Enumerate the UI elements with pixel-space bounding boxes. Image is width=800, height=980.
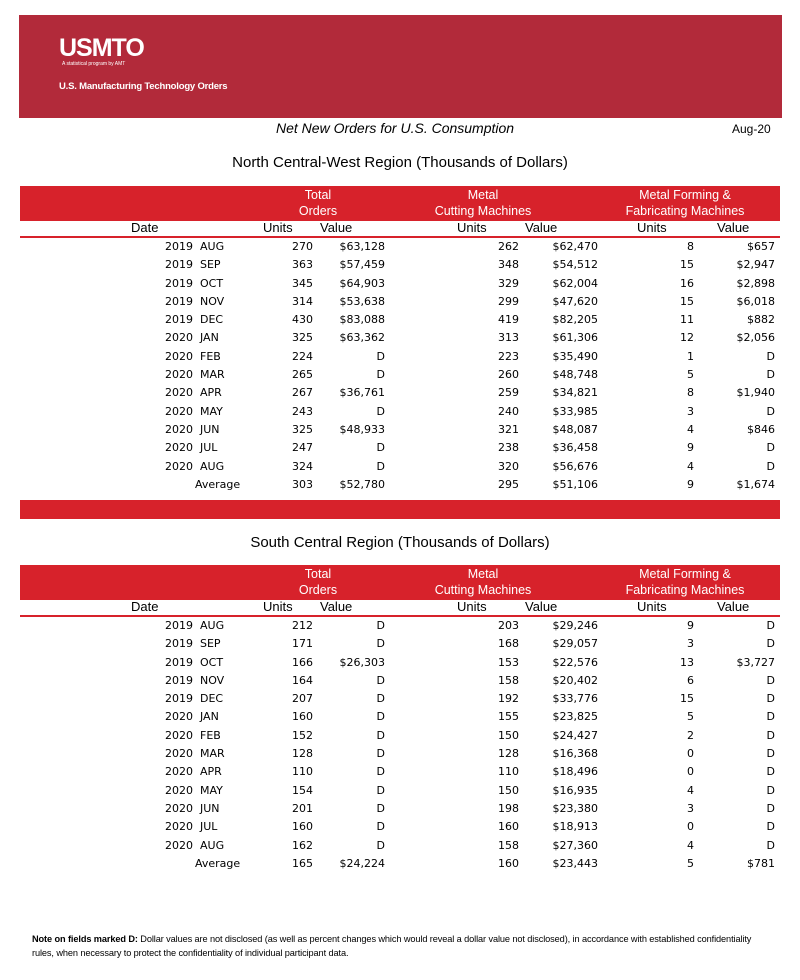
table-row: 2019 SEP 171 D 168 $29,057 3 D (165, 637, 775, 651)
table-row: 2020 MAR 128 D 128 $16,368 0 D (165, 747, 775, 761)
section-separator-band (20, 500, 780, 519)
table-header-band (20, 186, 780, 221)
table-row: 2020 AUG 324 D 320 $56,676 4 D (165, 459, 775, 473)
table-row: 2020 AUG 162 D 158 $27,360 4 D (165, 838, 775, 852)
table-row: 2019 DEC 207 D 192 $33,776 15 D (165, 692, 775, 706)
average-row: Average 303 $52,780 295 $51,106 9 $1,674 (195, 477, 775, 491)
header-metal-cutting: Metal Cutting Machines (434, 567, 532, 597)
average-row: Average 165 $24,224 160 $23,443 5 $781 (195, 856, 775, 870)
region-title-north-central-west: North Central-West Region (Thousands of Dollars) (232, 154, 568, 171)
report-date: Aug-20 (732, 122, 771, 136)
col-units-total: Units (263, 599, 293, 614)
table-row: 2019 NOV 164 D 158 $20,402 6 D (165, 673, 775, 687)
col-value-forming: Value (717, 599, 750, 614)
table-row: 2020 MAY 243 D 240 $33,985 3 D (165, 404, 775, 418)
col-value-total: Value (320, 220, 353, 235)
column-header-row (20, 599, 780, 615)
table-row: 2020 JUL 160 D 160 $18,913 0 D (165, 820, 775, 834)
table-row: 2019 NOV 314 $53,638 299 $47,620 15 $6,018 (165, 294, 775, 308)
usmto-logo (59, 35, 144, 68)
header-metal-forming: Metal Forming & Fabricating Machines (625, 188, 745, 218)
header-metal-cutting: Metal Cutting Machines (434, 188, 532, 218)
logo-subtitle: A statistical program by AMT (62, 61, 126, 67)
col-units-cutting: Units (457, 220, 487, 235)
table-row: 2020 JAN 325 $63,362 313 $61,306 12 $2,056 (165, 331, 775, 345)
table-header-band (20, 565, 780, 600)
col-value-cutting: Value (525, 220, 558, 235)
region-title-south-central: South Central Region (Thousands of Dollars) (250, 534, 550, 551)
table-row: 2020 APR 110 D 110 $18,496 0 D (165, 765, 775, 779)
col-value-cutting: Value (525, 599, 558, 614)
table-row: 2020 MAY 154 D 150 $16,935 4 D (165, 783, 775, 797)
table-body-north-central-west (0, 238, 800, 494)
table-row: 2019 OCT 166 $26,303 153 $22,576 13 $3,727 (165, 655, 775, 669)
table-row: 2019 AUG 212 D 203 $29,246 9 D (165, 619, 775, 632)
col-units-cutting: Units (457, 599, 487, 614)
header-banner (19, 15, 782, 118)
header-total-orders: Total Orders (298, 567, 338, 597)
footnote-label: Note on fields marked D: (32, 934, 138, 944)
col-value-total: Value (320, 599, 353, 614)
table-row: 2020 JUL 247 D 238 $36,458 9 D (165, 441, 775, 455)
table-row: 2020 APR 267 $36,761 259 $34,821 8 $1,940 (165, 386, 775, 400)
col-units-forming: Units (637, 220, 667, 235)
col-date: Date (131, 599, 159, 614)
header-total-orders: Total Orders (298, 188, 338, 218)
table-row: 2019 OCT 345 $64,903 329 $62,004 16 $2,898 (165, 276, 775, 290)
column-header-row (20, 220, 780, 236)
header-metal-forming: Metal Forming & Fabricating Machines (625, 567, 745, 597)
table-row: 2020 MAR 265 D 260 $48,748 5 D (165, 368, 775, 382)
table-row: 2020 JUN 325 $48,933 321 $48,087 4 $846 (165, 422, 775, 436)
footnote-text: Dollar values are not disclosed (as well as percent changes which would reveal a dollar value not disclosed), in accordance with established confidentiality rules, when necessary to protect the confidentiality of individual participant data. (32, 934, 752, 958)
report-title: Net New Orders for U.S. Consumption (276, 120, 515, 136)
logo-text: USMTO (59, 34, 144, 62)
footnote (32, 932, 772, 960)
table-row: 2019 DEC 430 $83,088 419 $82,205 11 $882 (165, 313, 775, 327)
banner-title: U.S. Manufacturing Technology Orders (59, 81, 228, 92)
col-units-total: Units (263, 220, 293, 235)
col-date: Date (131, 220, 159, 235)
col-units-forming: Units (637, 599, 667, 614)
table-row: 2019 AUG 270 $63,128 262 $62,470 8 $657 (165, 240, 775, 253)
table-body-south-central (0, 617, 800, 873)
table-row: 2020 FEB 152 D 150 $24,427 2 D (165, 728, 775, 742)
table-row: 2019 SEP 363 $57,459 348 $54,512 15 $2,947 (165, 258, 775, 272)
table-row: 2020 JUN 201 D 198 $23,380 3 D (165, 801, 775, 815)
table-row: 2020 FEB 224 D 223 $35,490 1 D (165, 349, 775, 363)
col-value-forming: Value (717, 220, 750, 235)
table-row: 2020 JAN 160 D 155 $23,825 5 D (165, 710, 775, 724)
